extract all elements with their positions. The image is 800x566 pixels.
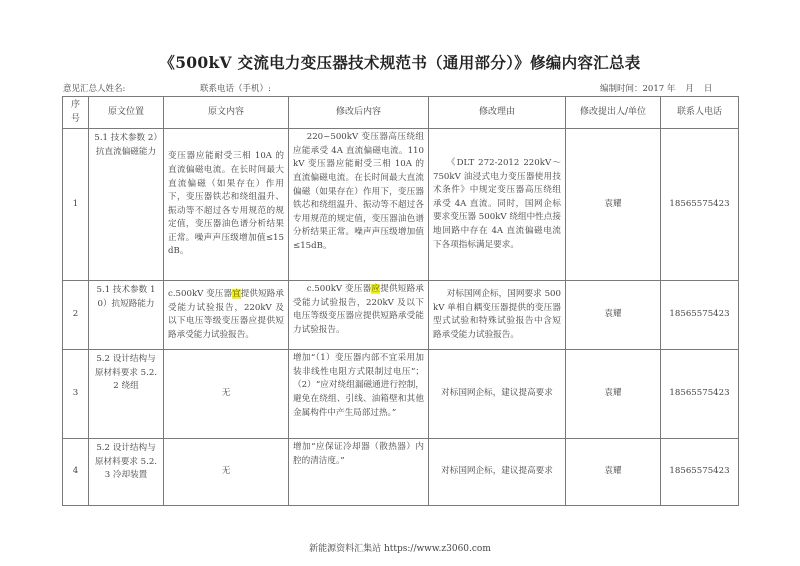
row-index: 3 xyxy=(63,350,89,439)
row-index: 2 xyxy=(63,281,89,350)
modified-text-post: 提供短路承受能力试验报告，220kV 及以下电压等级变压器应提供短路承受能力试验报告。 xyxy=(293,284,424,335)
compile-date xyxy=(600,82,712,94)
original-text-post: 提供短路承受能力试验报告，220kV 及以下电压等级变压器应提供短路承受能力试验报告。 xyxy=(168,289,284,340)
highlighted-word: 应 xyxy=(371,284,381,295)
row-modified xyxy=(289,281,429,350)
row-reason: 对标国网企标，建议提高要求 xyxy=(429,439,566,506)
compile-date-day: 日 xyxy=(703,84,713,94)
table-row xyxy=(63,350,739,439)
row-location: 5.2 设计结构与原材料要求 5.2.3 冷却装置 xyxy=(89,439,164,506)
original-text-pre: c.500kV 变压器 xyxy=(168,289,233,299)
row-reason: 对标国网企标，建议提高要求 xyxy=(429,350,566,439)
row-index: 4 xyxy=(63,439,89,506)
row-original: 无 xyxy=(164,439,289,506)
revision-summary-table xyxy=(62,96,739,506)
table-header-row xyxy=(63,97,739,129)
row-location: 5.1 技术参数 10）抗短路能力 xyxy=(89,281,164,350)
document-title: 《500kV 交流电力变压器技术规范书（通用部分）》修编内容汇总表 xyxy=(159,53,641,72)
header-reason: 修改理由 xyxy=(429,97,566,129)
row-phone: 18565575423 xyxy=(661,129,739,281)
row-person: 袁耀 xyxy=(566,129,661,281)
header-person: 修改提出人/单位 xyxy=(566,97,661,129)
footer-source: 新能源资料汇集站 https://www.z3060.com xyxy=(309,544,491,554)
header-modified: 修改后内容 xyxy=(289,97,429,129)
header-original: 原文内容 xyxy=(164,97,289,129)
compile-date-year: 编制时间：2017 年 xyxy=(600,84,676,94)
row-location: 5.2 设计结构与原材料要求 5.2.2 绕组 xyxy=(89,350,164,439)
header-index: 序号 xyxy=(63,97,89,129)
row-phone: 18565575423 xyxy=(661,350,739,439)
header-location: 原文位置 xyxy=(89,97,164,129)
row-person: 袁耀 xyxy=(566,439,661,506)
row-reason: 对标国网企标，国网要求 500kV 单相自耦变压器提供的变压器型式试验和特殊试验报告中含短路承受能力试验报告。 xyxy=(429,281,566,350)
compile-date-month: 月 xyxy=(685,84,694,94)
table-row xyxy=(63,439,739,506)
row-modified: 增加“（1）变压器内部不宜采用加装非线性电阻方式限制过电压”；（2）“应对绕组漏磁通进行控制，避免在绕组、引线、油箱壁和其他金属构件中产生局部过热。” xyxy=(289,350,429,439)
row-original: 变压器应能耐受三相 10A 的直流偏磁电流。在长时间最大直流偏磁（如果存在）作用下，变压器铁芯和绕组温升、振动等不超过各专用规范的规定值，变压器油色谱分析结果正常。噪声声压级增加值≤15dB。 xyxy=(164,129,289,281)
row-original xyxy=(164,281,289,350)
row-phone: 18565575423 xyxy=(661,439,739,506)
row-index: 1 xyxy=(63,129,89,281)
summarizer-name-label: 意见汇总人姓名: xyxy=(63,84,126,94)
highlighted-word: 宜 xyxy=(232,289,241,299)
contact-phone-label: 联系电话（手机）: xyxy=(200,84,271,94)
row-reason: 《DLT 272-2012 220kV～750kV 油浸式电力变压器使用技术条件》中规定变压器高压绕组承受 4A 直流。同时，国网企标要求变压器 500kV 绕组中性点接地回路中存在 4A 直流偏磁电流下各项指标满足要求。 xyxy=(429,129,566,281)
table-row xyxy=(63,129,739,281)
row-modified: 增加“应保证冷却器（散热器）内腔的清洁度。” xyxy=(289,439,429,506)
row-phone: 18565575423 xyxy=(661,281,739,350)
row-person: 袁耀 xyxy=(566,350,661,439)
row-person: 袁耀 xyxy=(566,281,661,350)
row-location: 5.1 技术参数 2）抗直流偏磁能力 xyxy=(89,129,164,281)
modified-text-pre: c.500kV 变压器 xyxy=(306,284,372,295)
table-row xyxy=(63,281,739,350)
header-phone: 联系人电话 xyxy=(661,97,739,129)
row-original: 无 xyxy=(164,350,289,439)
row-modified: 220~500kV 变压器高压绕组应能承受 4A 直流偏磁电流。110kV 变压器应能耐受三相 10A 的直流偏磁电流。在长时间最大直流偏磁（如果存在）作用下，变压器铁芯和绕组温升、振动等不超过各专用规范的规定值，变压器油色谱分析结果正常。噪声声压级增加值≤15dB。 xyxy=(289,129,429,281)
